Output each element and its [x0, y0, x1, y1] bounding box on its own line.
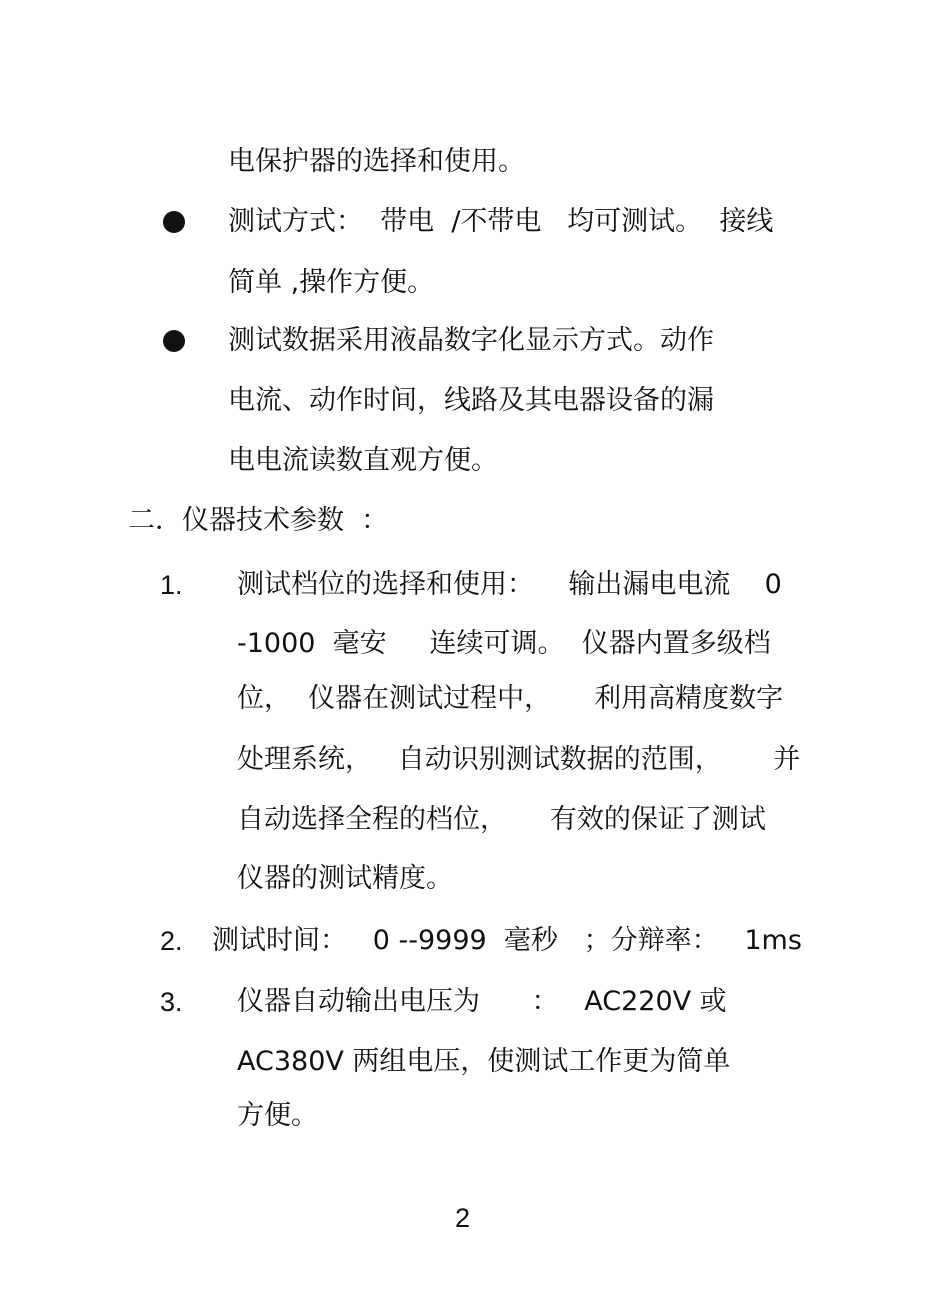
section-heading: 二．仪器技术参数 ：	[128, 505, 389, 536]
item1-line-5: 自动选择全程的档位， 有效的保证了测试	[237, 804, 766, 835]
item3-line-1: 仪器自动输出电压为 ： AC220V 或	[237, 986, 727, 1017]
bullet-icon	[163, 211, 185, 233]
bullet1-line-1: 测试方式： 带电 /不带电 均可测试。 接线	[228, 206, 774, 237]
item1-line-1: 测试档位的选择和使用： 输出漏电电流 0	[237, 569, 782, 600]
bullet2-line-3: 电电流读数直观方便。	[228, 445, 498, 476]
item2-line: 测试时间： 0 --9999 毫秒 ；分辩率： 1ms	[212, 925, 802, 956]
bullet-icon	[163, 330, 185, 352]
item3-number: 3.	[160, 987, 183, 1017]
item2-number: 2.	[160, 926, 183, 956]
bullet2-line-1: 测试数据采用液晶数字化显示方式。动作	[228, 325, 714, 356]
item3-line-2: AC380V 两组电压，使测试工作更为简单	[237, 1046, 731, 1077]
intro-line-1: 电保护器的选择和使用。	[228, 146, 525, 177]
item1-line-2: -1000 毫安 连续可调。 仪器内置多级档	[237, 628, 771, 659]
bullet1-line-2: 简单 ,操作方便。	[228, 267, 435, 298]
bullet2-line-2: 电流、动作时间，线路及其电器设备的漏	[228, 385, 714, 416]
item1-line-3: 位， 仪器在测试过程中， 利用高精度数字	[237, 683, 784, 714]
item3-line-3: 方便。	[237, 1100, 318, 1131]
item1-number: 1.	[160, 570, 183, 600]
item1-line-6: 仪器的测试精度。	[237, 863, 453, 894]
item1-line-4: 处理系统， 自动识别测试数据的范围， 并	[237, 744, 801, 775]
page-number: 2	[455, 1203, 471, 1233]
